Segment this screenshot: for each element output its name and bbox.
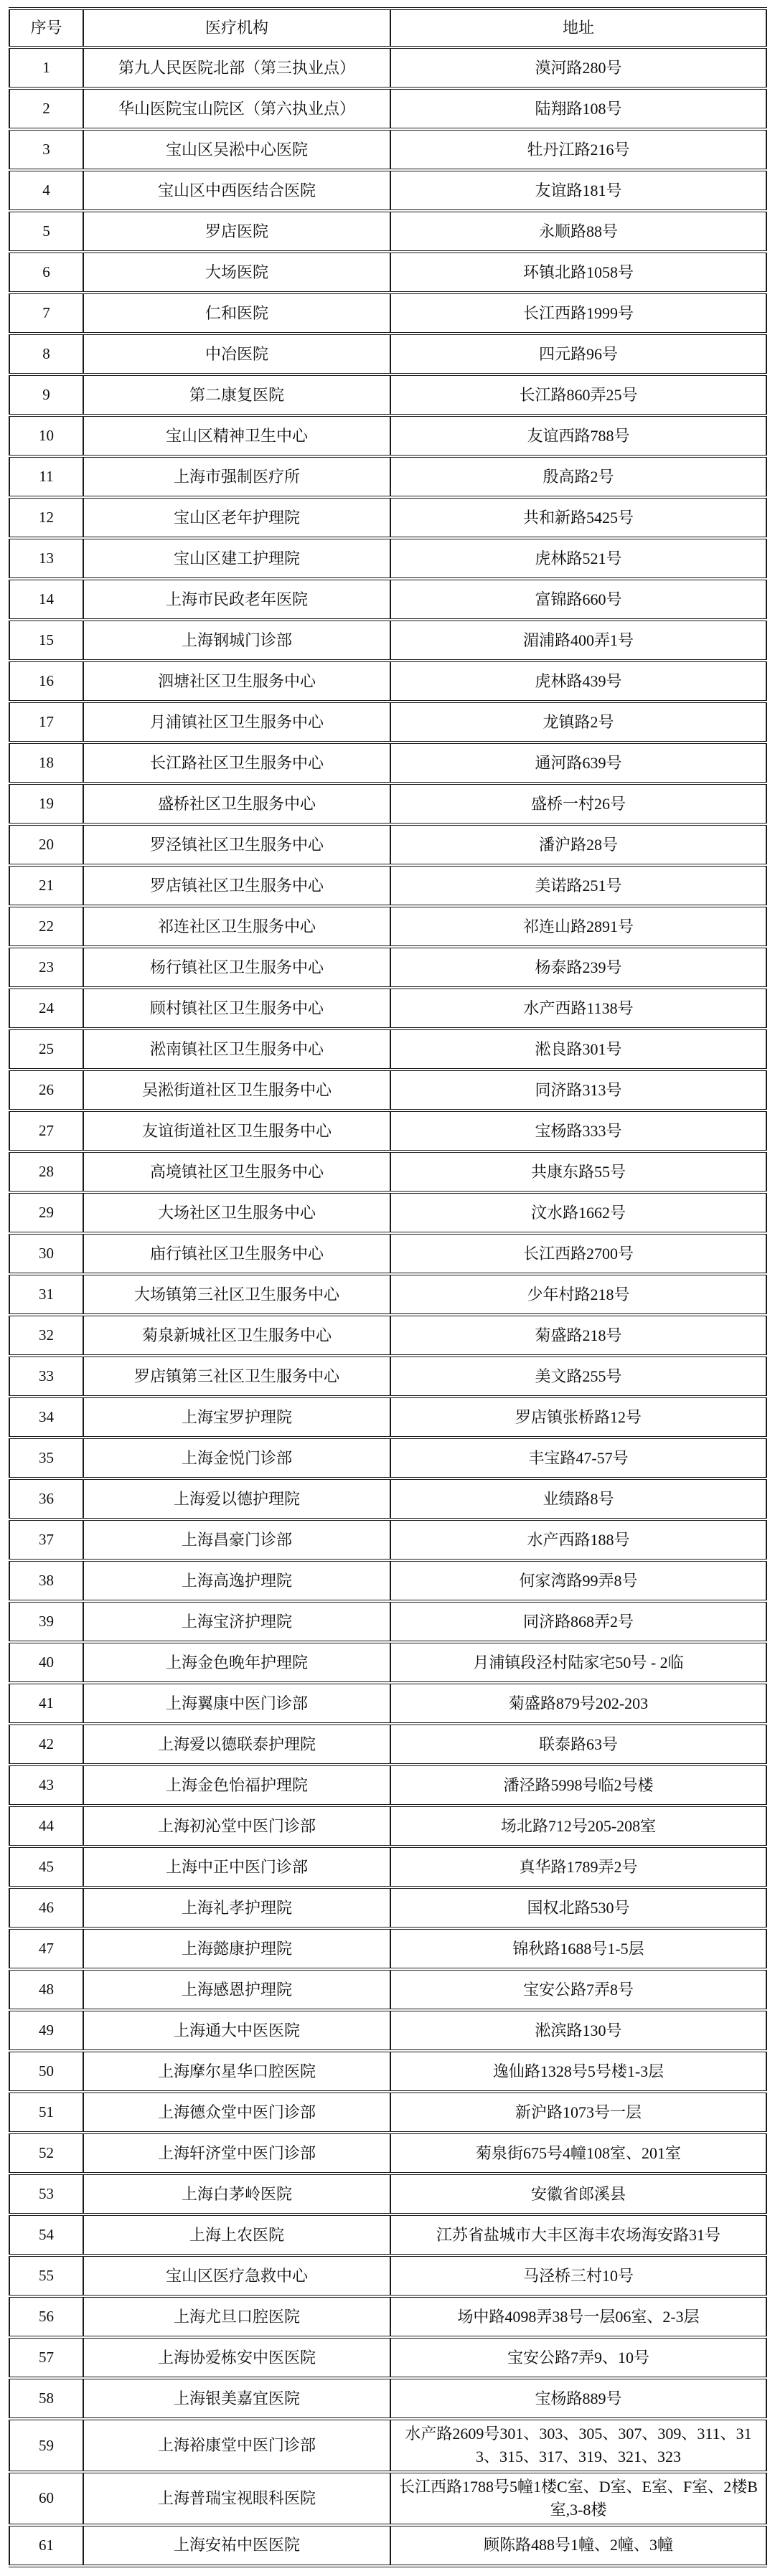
table-row	[9, 374, 766, 415]
row-number-cell: 11	[9, 456, 83, 497]
row-number-cell: 56	[9, 2296, 83, 2337]
table-row	[9, 906, 766, 947]
address-cell: 长江西路1999号	[390, 293, 766, 334]
address-cell: 同济路868弄2号	[390, 1601, 766, 1642]
table-row	[9, 415, 766, 456]
institution-cell: 上海上农医院	[83, 2214, 390, 2255]
row-number-cell: 30	[9, 1233, 83, 1274]
row-number-cell: 23	[9, 947, 83, 988]
address-cell: 联泰路63号	[390, 1724, 766, 1765]
institution-cell: 宝山区吴淞中心医院	[83, 129, 390, 170]
table-row	[9, 783, 766, 824]
row-number-cell: 60	[9, 2472, 83, 2525]
address-cell: 淞良路301号	[390, 1029, 766, 1070]
institution-cell: 上海白茅岭医院	[83, 2174, 390, 2214]
table-row	[9, 252, 766, 293]
row-number-cell: 55	[9, 2255, 83, 2296]
institution-cell: 庙行镇社区卫生服务中心	[83, 1233, 390, 1274]
table-row	[9, 456, 766, 497]
header-cell-address: 地址	[390, 9, 766, 47]
address-cell: 场中路4098弄38号一层06室、2-3层	[390, 2296, 766, 2337]
row-number-cell: 61	[9, 2525, 83, 2566]
row-number-cell: 29	[9, 1192, 83, 1233]
institution-cell: 上海金色怡福护理院	[83, 1765, 390, 1806]
address-cell: 虎林路439号	[390, 661, 766, 702]
table-row	[9, 2010, 766, 2051]
row-number-cell: 54	[9, 2214, 83, 2255]
institution-cell: 上海普瑞宝视眼科医院	[83, 2472, 390, 2525]
institution-cell: 泗塘社区卫生服务中心	[83, 661, 390, 702]
table-row	[9, 129, 766, 170]
table-row	[9, 1151, 766, 1192]
institution-cell: 大场医院	[83, 252, 390, 293]
institution-cell: 上海市强制医疗所	[83, 456, 390, 497]
institution-cell: 月浦镇社区卫生服务中心	[83, 702, 390, 742]
table-row	[9, 1233, 766, 1274]
address-cell: 国权北路530号	[390, 1887, 766, 1928]
row-number-cell: 33	[9, 1356, 83, 1397]
table-row	[9, 947, 766, 988]
address-cell: 罗店镇张桥路12号	[390, 1397, 766, 1438]
institution-cell: 仁和医院	[83, 293, 390, 334]
row-number-cell: 37	[9, 1519, 83, 1560]
institution-cell: 上海安祐中医医院	[83, 2525, 390, 2566]
institution-cell: 上海高逸护理院	[83, 1560, 390, 1601]
address-cell: 江苏省盐城市大丰区海丰农场海安路31号	[390, 2214, 766, 2255]
medical-institutions-table	[9, 7, 767, 2567]
address-cell: 友谊路181号	[390, 170, 766, 211]
row-number-cell: 34	[9, 1397, 83, 1438]
table-row	[9, 538, 766, 579]
institution-cell: 宝山区建工护理院	[83, 538, 390, 579]
institution-cell: 罗店镇第三社区卫生服务中心	[83, 1356, 390, 1397]
address-cell: 水产路2609号301、303、305、307、309、311、313、315、317、319、321、323	[390, 2419, 766, 2472]
table-row	[9, 1560, 766, 1601]
institution-cell: 淞南镇社区卫生服务中心	[83, 1029, 390, 1070]
table-row	[9, 88, 766, 129]
address-cell: 潘泾路5998号临2号楼	[390, 1765, 766, 1806]
institution-cell: 上海裕康堂中医门诊部	[83, 2419, 390, 2472]
table-row	[9, 334, 766, 374]
row-number-cell: 24	[9, 988, 83, 1029]
institution-cell: 上海感恩护理院	[83, 1969, 390, 2010]
row-number-cell: 36	[9, 1478, 83, 1519]
address-cell: 业绩路8号	[390, 1478, 766, 1519]
address-cell: 少年村路218号	[390, 1274, 766, 1315]
row-number-cell: 13	[9, 538, 83, 579]
row-number-cell: 53	[9, 2174, 83, 2214]
table-row	[9, 2133, 766, 2174]
address-cell: 新沪路1073号一层	[390, 2092, 766, 2133]
row-number-cell: 51	[9, 2092, 83, 2133]
address-cell: 长江路860弄25号	[390, 374, 766, 415]
row-number-cell: 21	[9, 865, 83, 906]
table-row	[9, 1192, 766, 1233]
address-cell: 水产西路188号	[390, 1519, 766, 1560]
table-row	[9, 1969, 766, 2010]
table-row	[9, 824, 766, 865]
table-row	[9, 2296, 766, 2337]
institution-cell: 华山医院宝山院区（第六执业点）	[83, 88, 390, 129]
institution-cell: 宝山区中西医结合医院	[83, 170, 390, 211]
row-number-cell: 49	[9, 2010, 83, 2051]
table-row	[9, 1397, 766, 1438]
institution-cell: 上海通大中医医院	[83, 2010, 390, 2051]
institution-cell: 上海尤旦口腔医院	[83, 2296, 390, 2337]
institution-cell: 上海市民政老年医院	[83, 579, 390, 620]
row-number-cell: 32	[9, 1315, 83, 1356]
table-row	[9, 1274, 766, 1315]
institution-cell: 菊泉新城社区卫生服务中心	[83, 1315, 390, 1356]
table-row	[9, 1887, 766, 1928]
table-row	[9, 497, 766, 538]
institution-cell: 上海金悦门诊部	[83, 1438, 390, 1478]
institution-cell: 罗店医院	[83, 211, 390, 252]
row-number-cell: 48	[9, 1969, 83, 2010]
row-number-cell: 25	[9, 1029, 83, 1070]
address-cell: 长江西路1788号5幢1楼C室、D室、E室、F室、2楼B室,3-8楼	[390, 2472, 766, 2525]
row-number-cell: 41	[9, 1683, 83, 1724]
address-cell: 牡丹江路216号	[390, 129, 766, 170]
address-cell: 顾陈路488号1幢、2幢、3幢	[390, 2525, 766, 2566]
table-row	[9, 1683, 766, 1724]
address-cell: 锦秋路1688号1-5层	[390, 1928, 766, 1969]
header-row	[9, 9, 766, 47]
table-row	[9, 579, 766, 620]
row-number-cell: 10	[9, 415, 83, 456]
institution-cell: 上海摩尔星华口腔医院	[83, 2051, 390, 2092]
table-row	[9, 661, 766, 702]
row-number-cell: 28	[9, 1151, 83, 1192]
address-cell: 潘沪路28号	[390, 824, 766, 865]
row-number-cell: 22	[9, 906, 83, 947]
address-cell: 湄浦路400弄1号	[390, 620, 766, 661]
row-number-cell: 4	[9, 170, 83, 211]
row-number-cell: 18	[9, 742, 83, 783]
address-cell: 同济路313号	[390, 1070, 766, 1110]
table-row	[9, 1601, 766, 1642]
institution-cell: 罗泾镇社区卫生服务中心	[83, 824, 390, 865]
row-number-cell: 47	[9, 1928, 83, 1969]
row-number-cell: 43	[9, 1765, 83, 1806]
institution-cell: 宝山区老年护理院	[83, 497, 390, 538]
institution-cell: 上海宝罗护理院	[83, 1397, 390, 1438]
row-number-cell: 50	[9, 2051, 83, 2092]
address-cell: 长江西路2700号	[390, 1233, 766, 1274]
institution-cell: 上海中正中医门诊部	[83, 1846, 390, 1887]
institution-cell: 长江路社区卫生服务中心	[83, 742, 390, 783]
row-number-cell: 17	[9, 702, 83, 742]
header-cell-institution: 医疗机构	[83, 9, 390, 47]
table-row	[9, 1724, 766, 1765]
institution-cell: 杨行镇社区卫生服务中心	[83, 947, 390, 988]
table-row	[9, 865, 766, 906]
row-number-cell: 40	[9, 1642, 83, 1683]
table-row	[9, 47, 766, 88]
table-row	[9, 988, 766, 1029]
table-row	[9, 2214, 766, 2255]
institution-cell: 上海轩济堂中医门诊部	[83, 2133, 390, 2174]
row-number-cell: 38	[9, 1560, 83, 1601]
table-row	[9, 1478, 766, 1519]
table-row	[9, 211, 766, 252]
row-number-cell: 27	[9, 1110, 83, 1151]
address-cell: 美诺路251号	[390, 865, 766, 906]
row-number-cell: 26	[9, 1070, 83, 1110]
table-row	[9, 1315, 766, 1356]
institution-cell: 上海协爱栋安中医医院	[83, 2337, 390, 2378]
institution-cell: 吴淞街道社区卫生服务中心	[83, 1070, 390, 1110]
address-cell: 逸仙路1328号5号楼1-3层	[390, 2051, 766, 2092]
address-cell: 场北路712号205-208室	[390, 1806, 766, 1846]
address-cell: 龙镇路2号	[390, 702, 766, 742]
institution-cell: 高境镇社区卫生服务中心	[83, 1151, 390, 1192]
address-cell: 永顺路88号	[390, 211, 766, 252]
address-cell: 杨泰路239号	[390, 947, 766, 988]
address-cell: 宝杨路333号	[390, 1110, 766, 1151]
table-row	[9, 1806, 766, 1846]
institution-cell: 上海昌豪门诊部	[83, 1519, 390, 1560]
address-cell: 宝安公路7弄9、10号	[390, 2337, 766, 2378]
row-number-cell: 9	[9, 374, 83, 415]
row-number-cell: 12	[9, 497, 83, 538]
table-row	[9, 1765, 766, 1806]
table-row	[9, 1642, 766, 1683]
table-row	[9, 2525, 766, 2566]
table-row	[9, 1928, 766, 1969]
address-cell: 通河路639号	[390, 742, 766, 783]
address-cell: 环镇北路1058号	[390, 252, 766, 293]
table-row	[9, 293, 766, 334]
address-cell: 共康东路55号	[390, 1151, 766, 1192]
institution-cell: 中冶医院	[83, 334, 390, 374]
institution-cell: 大场镇第三社区卫生服务中心	[83, 1274, 390, 1315]
table-row	[9, 2255, 766, 2296]
address-cell: 真华路1789弄2号	[390, 1846, 766, 1887]
address-cell: 盛桥一村26号	[390, 783, 766, 824]
row-number-cell: 52	[9, 2133, 83, 2174]
institution-cell: 上海银美嘉宜医院	[83, 2378, 390, 2419]
address-cell: 共和新路5425号	[390, 497, 766, 538]
address-cell: 安徽省郎溪县	[390, 2174, 766, 2214]
institution-cell: 上海金色晚年护理院	[83, 1642, 390, 1683]
address-cell: 菊泉街675号4幢108室、201室	[390, 2133, 766, 2174]
address-cell: 四元路96号	[390, 334, 766, 374]
address-cell: 宝杨路889号	[390, 2378, 766, 2419]
row-number-cell: 7	[9, 293, 83, 334]
address-cell: 富锦路660号	[390, 579, 766, 620]
address-cell: 汶水路1662号	[390, 1192, 766, 1233]
institution-cell: 罗店镇社区卫生服务中心	[83, 865, 390, 906]
address-cell: 丰宝路47-57号	[390, 1438, 766, 1478]
row-number-cell: 8	[9, 334, 83, 374]
table-row	[9, 170, 766, 211]
institution-cell: 盛桥社区卫生服务中心	[83, 783, 390, 824]
institution-cell: 宝山区医疗急救中心	[83, 2255, 390, 2296]
institution-cell: 第二康复医院	[83, 374, 390, 415]
table-row	[9, 742, 766, 783]
address-cell: 淞滨路130号	[390, 2010, 766, 2051]
table-row	[9, 1438, 766, 1478]
address-cell: 友谊西路788号	[390, 415, 766, 456]
institution-cell: 上海礼孝护理院	[83, 1887, 390, 1928]
row-number-cell: 58	[9, 2378, 83, 2419]
row-number-cell: 16	[9, 661, 83, 702]
table-row	[9, 1110, 766, 1151]
institution-cell: 大场社区卫生服务中心	[83, 1192, 390, 1233]
row-number-cell: 42	[9, 1724, 83, 1765]
row-number-cell: 15	[9, 620, 83, 661]
row-number-cell: 57	[9, 2337, 83, 2378]
address-cell: 漠河路280号	[390, 47, 766, 88]
table-row	[9, 2472, 766, 2525]
table-row	[9, 2378, 766, 2419]
address-cell: 菊盛路218号	[390, 1315, 766, 1356]
institution-cell: 上海懿康护理院	[83, 1928, 390, 1969]
row-number-cell: 45	[9, 1846, 83, 1887]
row-number-cell: 31	[9, 1274, 83, 1315]
address-cell: 宝安公路7弄8号	[390, 1969, 766, 2010]
institution-cell: 祁连社区卫生服务中心	[83, 906, 390, 947]
institution-cell: 上海德众堂中医门诊部	[83, 2092, 390, 2133]
institution-cell: 上海初沁堂中医门诊部	[83, 1806, 390, 1846]
row-number-cell: 39	[9, 1601, 83, 1642]
institution-cell: 上海翼康中医门诊部	[83, 1683, 390, 1724]
table-row	[9, 2337, 766, 2378]
row-number-cell: 35	[9, 1438, 83, 1478]
address-cell: 水产西路1138号	[390, 988, 766, 1029]
institution-cell: 宝山区精神卫生中心	[83, 415, 390, 456]
table-body	[9, 47, 766, 2566]
institution-cell: 上海爱以德护理院	[83, 1478, 390, 1519]
address-cell: 美文路255号	[390, 1356, 766, 1397]
table-row	[9, 1356, 766, 1397]
address-cell: 月浦镇段泾村陆家宅50号 - 2临	[390, 1642, 766, 1683]
row-number-cell: 44	[9, 1806, 83, 1846]
address-cell: 祁连山路2891号	[390, 906, 766, 947]
institution-cell: 上海钢城门诊部	[83, 620, 390, 661]
institution-cell: 顾村镇社区卫生服务中心	[83, 988, 390, 1029]
address-cell: 马泾桥三村10号	[390, 2255, 766, 2296]
header-cell-index: 序号	[9, 9, 83, 47]
institution-cell: 上海爱以德联泰护理院	[83, 1724, 390, 1765]
address-cell: 殷高路2号	[390, 456, 766, 497]
institution-cell: 友谊街道社区卫生服务中心	[83, 1110, 390, 1151]
table-row	[9, 702, 766, 742]
address-cell: 何家湾路99弄8号	[390, 1560, 766, 1601]
table-row	[9, 1070, 766, 1110]
address-cell: 菊盛路879号202-203	[390, 1683, 766, 1724]
row-number-cell: 5	[9, 211, 83, 252]
address-cell: 陆翔路108号	[390, 88, 766, 129]
row-number-cell: 20	[9, 824, 83, 865]
table-row	[9, 620, 766, 661]
row-number-cell: 1	[9, 47, 83, 88]
table-row	[9, 2174, 766, 2214]
row-number-cell: 59	[9, 2419, 83, 2472]
institution-cell: 第九人民医院北部（第三执业点）	[83, 47, 390, 88]
table-row	[9, 1519, 766, 1560]
row-number-cell: 46	[9, 1887, 83, 1928]
row-number-cell: 19	[9, 783, 83, 824]
address-cell: 虎林路521号	[390, 538, 766, 579]
table-row	[9, 1846, 766, 1887]
row-number-cell: 14	[9, 579, 83, 620]
row-number-cell: 2	[9, 88, 83, 129]
row-number-cell: 6	[9, 252, 83, 293]
table-row	[9, 2051, 766, 2092]
table-row	[9, 2092, 766, 2133]
table-row	[9, 1029, 766, 1070]
institution-cell: 上海宝济护理院	[83, 1601, 390, 1642]
row-number-cell: 3	[9, 129, 83, 170]
table-row	[9, 2419, 766, 2472]
